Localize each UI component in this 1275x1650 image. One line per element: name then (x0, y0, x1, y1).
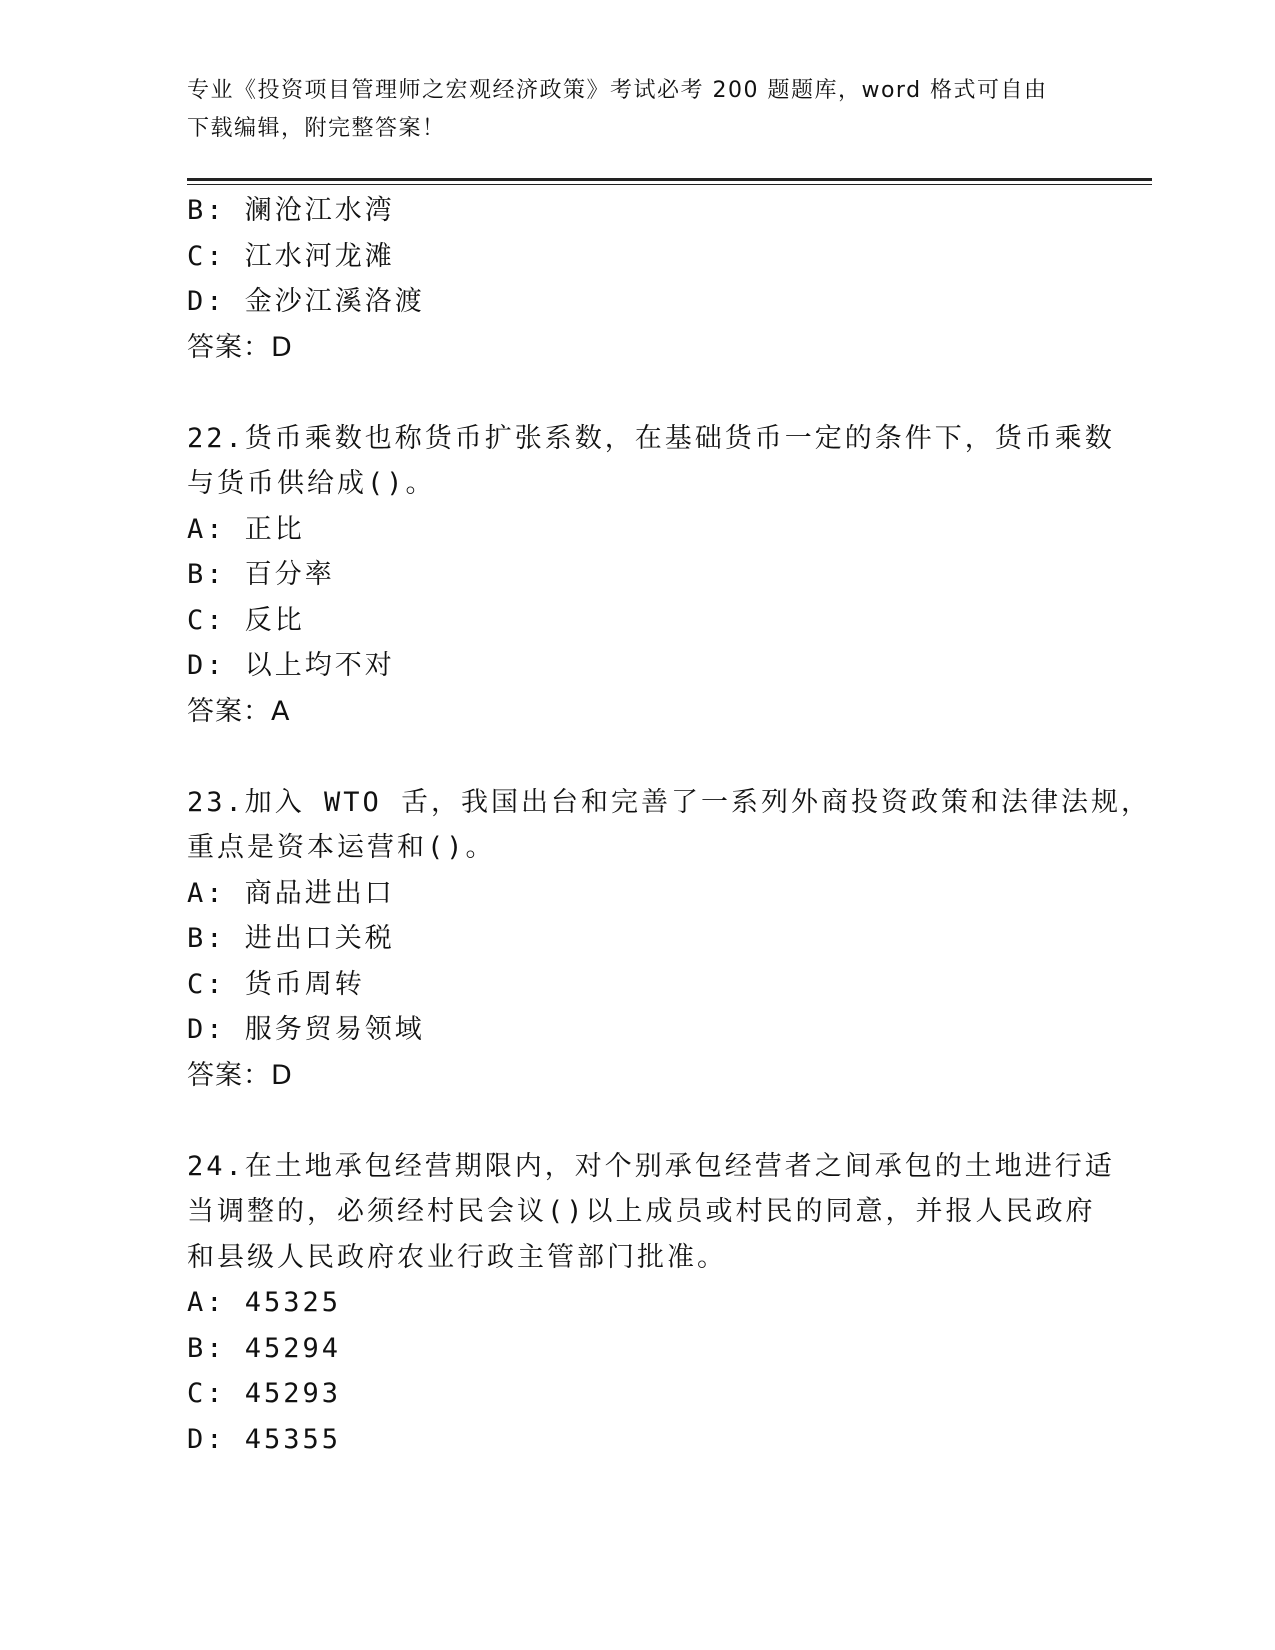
question-stem-line: 22.货币乘数也称货币扩张系数，在基础货币一定的条件下，货币乘数 (187, 422, 1115, 454)
option-d: D: 金沙江溪洛渡 (187, 286, 425, 317)
option-c: C: 江水河龙滩 (187, 240, 395, 272)
question-stem-line: 和县级人民政府农业行政主管部门批准。 (187, 1241, 727, 1273)
option-d: D: 服务贸易领域 (187, 1014, 425, 1045)
question-24 (187, 1144, 1115, 1463)
option-d: D: 以上均不对 (187, 650, 395, 681)
question-list (187, 188, 1152, 1462)
option-b: B: 百分率 (187, 559, 335, 590)
header-rule-thick (187, 178, 1152, 181)
option-b: B: 澜沧江水湾 (187, 195, 395, 226)
question-stem-line: 23.加入 WTO 舌，我国出台和完善了一系列外商投资政策和法律法规， (187, 786, 1152, 818)
question-22 (187, 416, 1115, 735)
option-d: D: 45355 (187, 1423, 342, 1455)
answer: 答案：D (187, 1059, 293, 1091)
question-23 (187, 780, 1152, 1099)
document-header (187, 72, 1067, 148)
spacer (187, 370, 1087, 416)
question-21-tail (187, 188, 1087, 370)
option-b: B: 进出口关税 (187, 923, 395, 954)
option-a: A: 商品进出口 (187, 877, 395, 909)
option-b: B: 45294 (187, 1332, 342, 1364)
spacer (187, 734, 1087, 780)
question-stem-line: 24.在土地承包经营期限内，对个别承包经营者之间承包的土地进行适 (187, 1150, 1115, 1182)
question-stem-line: 当调整的，必须经村民会议()以上成员或村民的同意，并报人民政府 (187, 1196, 1096, 1227)
question-stem-line: 与货币供给成()。 (187, 468, 436, 499)
option-a: A: 45325 (187, 1287, 342, 1318)
header-rule-thin (187, 184, 1152, 185)
spacer (187, 1098, 1087, 1144)
answer: 答案：D (187, 331, 293, 363)
header-title: 专业《投资项目管理师之宏观经济政策》考试必考 200 题题库，word 格式可自由下载编辑，附完整答案！ (187, 78, 1048, 141)
option-a: A: 正比 (187, 513, 305, 545)
option-c: C: 反比 (187, 604, 305, 636)
option-c: C: 45293 (187, 1378, 342, 1409)
answer: 答案：A (187, 695, 291, 727)
question-stem-line: 重点是资本运营和()。 (187, 832, 496, 863)
option-c: C: 货币周转 (187, 968, 365, 1000)
